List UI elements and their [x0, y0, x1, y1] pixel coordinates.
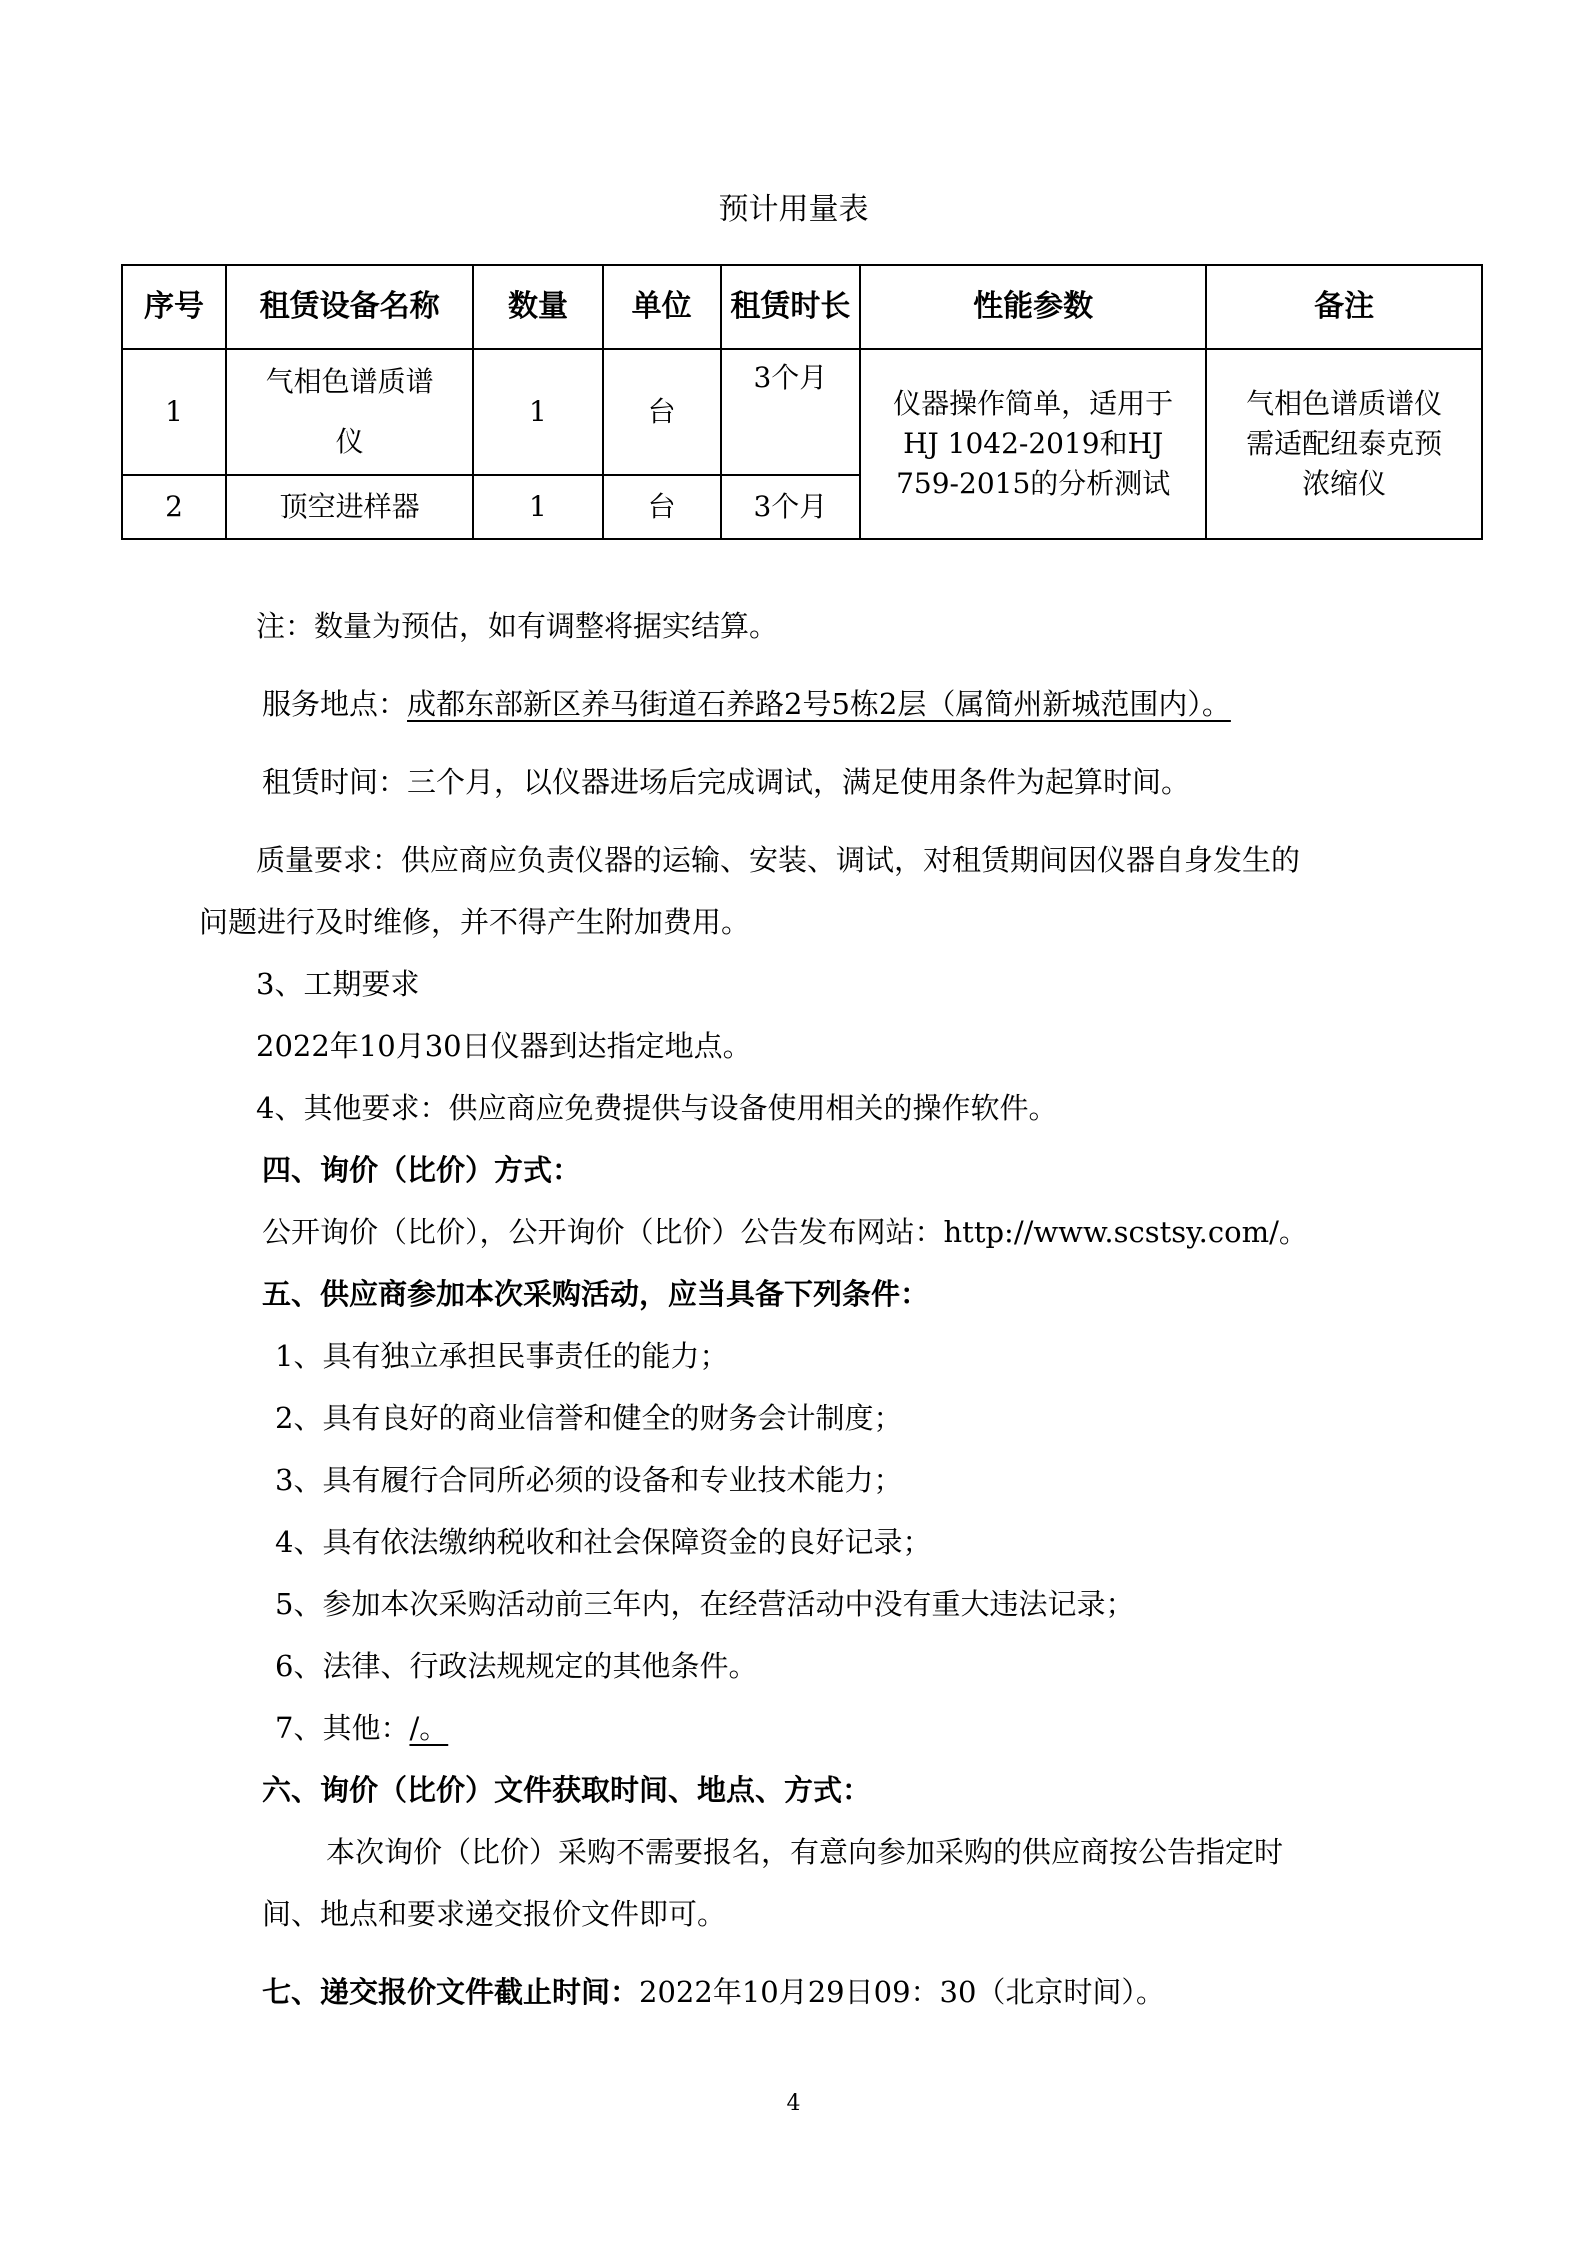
section4-heading: 四、询价（比价）方式： [262, 1153, 582, 1187]
header-name: 租赁设备名称 [226, 265, 473, 349]
condition-2: 2、具有良好的商业信誉和健全的财务会计制度； [275, 1401, 903, 1435]
row2-duration: 3个月 [721, 475, 860, 539]
condition-3: 3、具有履行合同所必须的设备和专业技术能力； [275, 1463, 903, 1497]
row1-qty: 1 [473, 349, 602, 475]
condition-4: 4、具有依法缴纳税收和社会保障资金的良好记录； [275, 1525, 932, 1559]
service-location-value: 成都东部新区养马街道石养路2号5栋2层（属简州新城范围内）。 [407, 687, 1231, 721]
usage-table [121, 264, 1483, 540]
quality-requirement-line1: 质量要求：供应商应负责仪器的运输、安装、调试，对租赁期间因仪器自身发生的 [256, 843, 1301, 877]
row1-unit: 台 [603, 349, 721, 475]
condition-1: 1、具有独立承担民事责任的能力； [275, 1339, 729, 1373]
header-duration: 租赁时长 [721, 265, 860, 349]
section6-text-line2: 间、地点和要求递交报价文件即可。 [262, 1897, 727, 1931]
row1-name: 气相色谱质谱仪 [226, 349, 473, 475]
header-unit: 单位 [603, 265, 721, 349]
lease-time: 租赁时间：三个月，以仪器进场后完成调试，满足使用条件为起算时间。 [262, 765, 1191, 799]
section6-heading: 六、询价（比价）文件获取时间、地点、方式： [262, 1773, 872, 1807]
section5-heading: 五、供应商参加本次采购活动，应当具备下列条件： [262, 1277, 930, 1311]
row2-qty: 1 [473, 475, 602, 539]
row2-unit: 台 [603, 475, 721, 539]
header-no: 序号 [122, 265, 226, 349]
row1-duration: 3个月 [721, 349, 860, 475]
page-number: 4 [786, 2091, 801, 2116]
table-title: 预计用量表 [718, 192, 869, 227]
section7 [262, 1972, 1165, 2012]
remark-cell: 气相色谱质谱仪需适配纽泰克预浓缩仪 [1206, 349, 1482, 539]
section7-heading: 七、递交报价文件截止时间： [262, 1975, 640, 2009]
other-requirement: 4、其他要求：供应商应免费提供与设备使用相关的操作软件。 [256, 1091, 1058, 1125]
condition-6: 6、法律、行政法规规定的其他条件。 [275, 1649, 758, 1683]
service-location [262, 684, 1231, 724]
quantity-note: 注：数量为预估，如有调整将据实结算。 [256, 609, 779, 643]
quality-requirement-line2: 问题进行及时维修，并不得产生附加费用。 [199, 905, 751, 939]
table-header-row [122, 265, 1482, 349]
row1-no: 1 [122, 349, 226, 475]
row2-no: 2 [122, 475, 226, 539]
condition-7 [275, 1708, 448, 1748]
service-location-label: 服务地点： [262, 687, 408, 721]
period-text: 2022年10月30日仪器到达指定地点。 [256, 1029, 752, 1063]
table-row [122, 349, 1482, 475]
section6-text-line1: 本次询价（比价）采购不需要报名，有意向参加采购的供应商按公告指定时 [326, 1835, 1284, 1869]
period-heading: 3、工期要求 [256, 967, 420, 1001]
section4-text: 公开询价（比价），公开询价（比价）公告发布网站：http://www.scstsy.com/。 [262, 1215, 1308, 1249]
condition-7-label: 7、其他： [275, 1711, 410, 1745]
section7-deadline: 2022年10月29日09：30（北京时间）。 [639, 1975, 1165, 2009]
header-performance: 性能参数 [860, 265, 1206, 349]
header-qty: 数量 [473, 265, 602, 349]
row2-name: 顶空进样器 [226, 475, 473, 539]
performance-cell: 仪器操作简单，适用于HJ 1042-2019和HJ 759-2015的分析测试 [860, 349, 1206, 539]
condition-5: 5、参加本次采购活动前三年内，在经营活动中没有重大违法记录； [275, 1587, 1135, 1621]
header-remark: 备注 [1206, 265, 1482, 349]
condition-7-value: /。 [409, 1711, 449, 1745]
